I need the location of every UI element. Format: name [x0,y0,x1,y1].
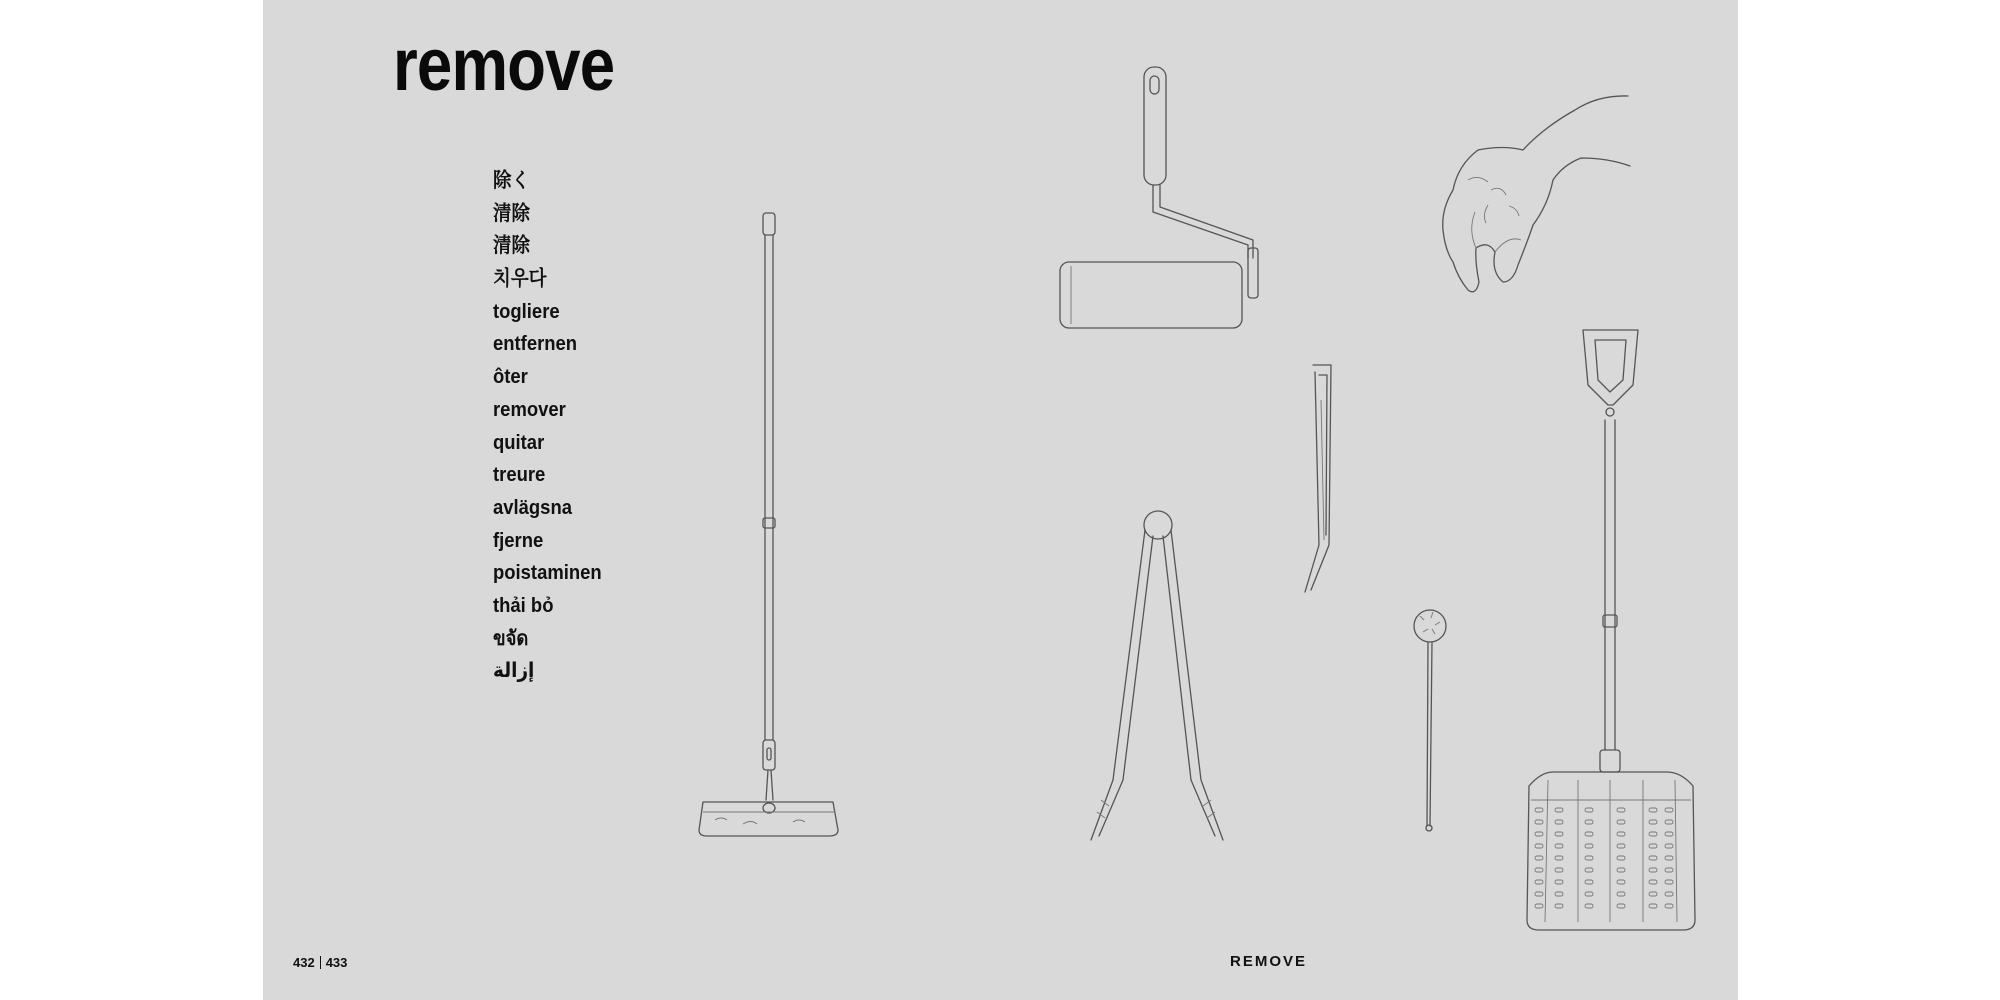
translation-item: 除く [493,169,530,192]
tongs-icon [1091,511,1223,840]
translation-item: ขจัด [493,626,529,650]
translation-item: fjerne [493,528,544,552]
mop-icon [699,213,838,836]
translation-item: avlägsna [493,495,572,519]
cotton-swab-icon [1414,610,1446,831]
translation-item: treure [493,463,546,487]
tweezers-icon [1305,365,1331,592]
page-numbers [293,955,347,970]
hand-picking-icon [1443,96,1630,292]
running-head: REMOVE [1230,953,1308,970]
translation-item: quitar [493,430,545,454]
translation-item: إزالة [493,659,535,683]
page-number-divider [320,956,321,969]
translation-item: 清除 [493,234,530,258]
translation-item: 清除 [493,201,530,225]
illustrations [263,0,1738,1000]
page-number-right: 433 [325,955,348,970]
translation-item: 치우다 [493,267,547,291]
paint-roller-icon [1060,67,1258,328]
translation-item: togliere [493,299,560,323]
translation-item: entfernen [493,332,578,356]
translation-item: thải bỏ [493,593,554,617]
page-title: remove [393,23,615,106]
snow-shovel-icon [1527,330,1695,930]
translation-item: remover [493,397,566,421]
translation-item: ôter [493,365,528,389]
page-number-left: 432 [293,955,315,970]
translation-item: poistaminen [493,561,602,585]
book-spread [263,0,1738,1000]
